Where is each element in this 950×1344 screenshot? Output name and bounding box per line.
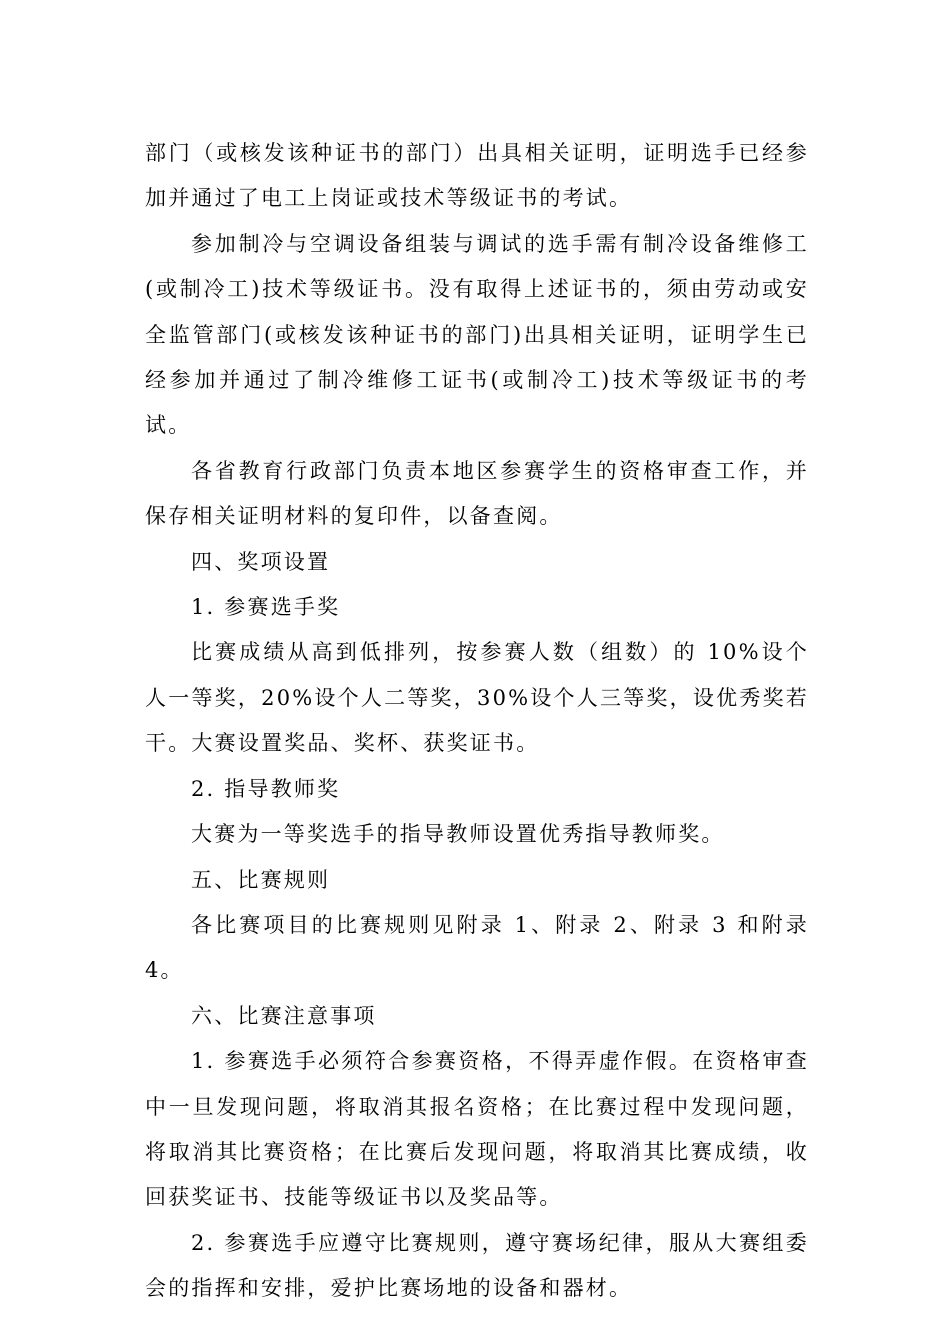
paragraph-qualification-review: 各省教育行政部门负责本地区参赛学生的资格审查工作，并保存相关证明材料的复印件，以备查阅。 (145, 458, 809, 529)
section-heading-awards: 四、奖项设置 (191, 549, 331, 574)
paragraph-instructor-award: 大赛为一等奖选手的指导教师设置优秀指导教师奖。 (191, 822, 725, 847)
paragraph-continuation: 部门（或核发该种证书的部门）出具相关证明，证明选手已经参加并通过了电工上岗证或技术等级证书的考试。 (145, 141, 809, 211)
paragraph-note-1: 1. 参赛选手必须符合参赛资格，不得弄虚作假。在资格审查中一旦发现问题，将取消其报名资格；在比赛过程中发现问题，将取消其比赛资格；在比赛后发现问题，将取消其比赛成绩，收回获奖证书、技能等级证书以及奖品等。 (145, 1049, 809, 1210)
subheading-instructor-award: 2. 指导教师奖 (191, 776, 341, 801)
paragraph-note-2: 2. 参赛选手应遵守比赛规则，遵守赛场纪律，服从大赛组委会的指挥和安排，爱护比赛场地的设备和器材。 (145, 1230, 809, 1301)
section-heading-rules: 五、比赛规则 (191, 867, 331, 892)
subheading-contestant-award: 1. 参赛选手奖 (191, 595, 341, 620)
paragraph-refrigeration-certificate: 参加制冷与空调设备组装与调试的选手需有制冷设备维修工(或制冷工)技术等级证书。没有取得上述证书的，须由劳动或安全监管部门(或核发该种证书的部门)出具相关证明，证明学生已经参加并通过了制冷维修工证书(或制冷工)技术等级证书的考试。 (145, 231, 809, 438)
paragraph-award-ranking: 比赛成绩从高到低排列，按参赛人数（组数）的 10%设个人一等奖，20%设个人二等奖，30%设个人三等奖，设优秀奖若干。大赛设置奖品、奖杯、获奖证书。 (145, 640, 809, 756)
document-body (145, 131, 809, 1312)
paragraph-rules-appendix: 各比赛项目的比赛规则见附录 1、附录 2、附录 3 和附录 4。 (145, 912, 809, 983)
section-heading-notes: 六、比赛注意事项 (191, 1003, 377, 1028)
